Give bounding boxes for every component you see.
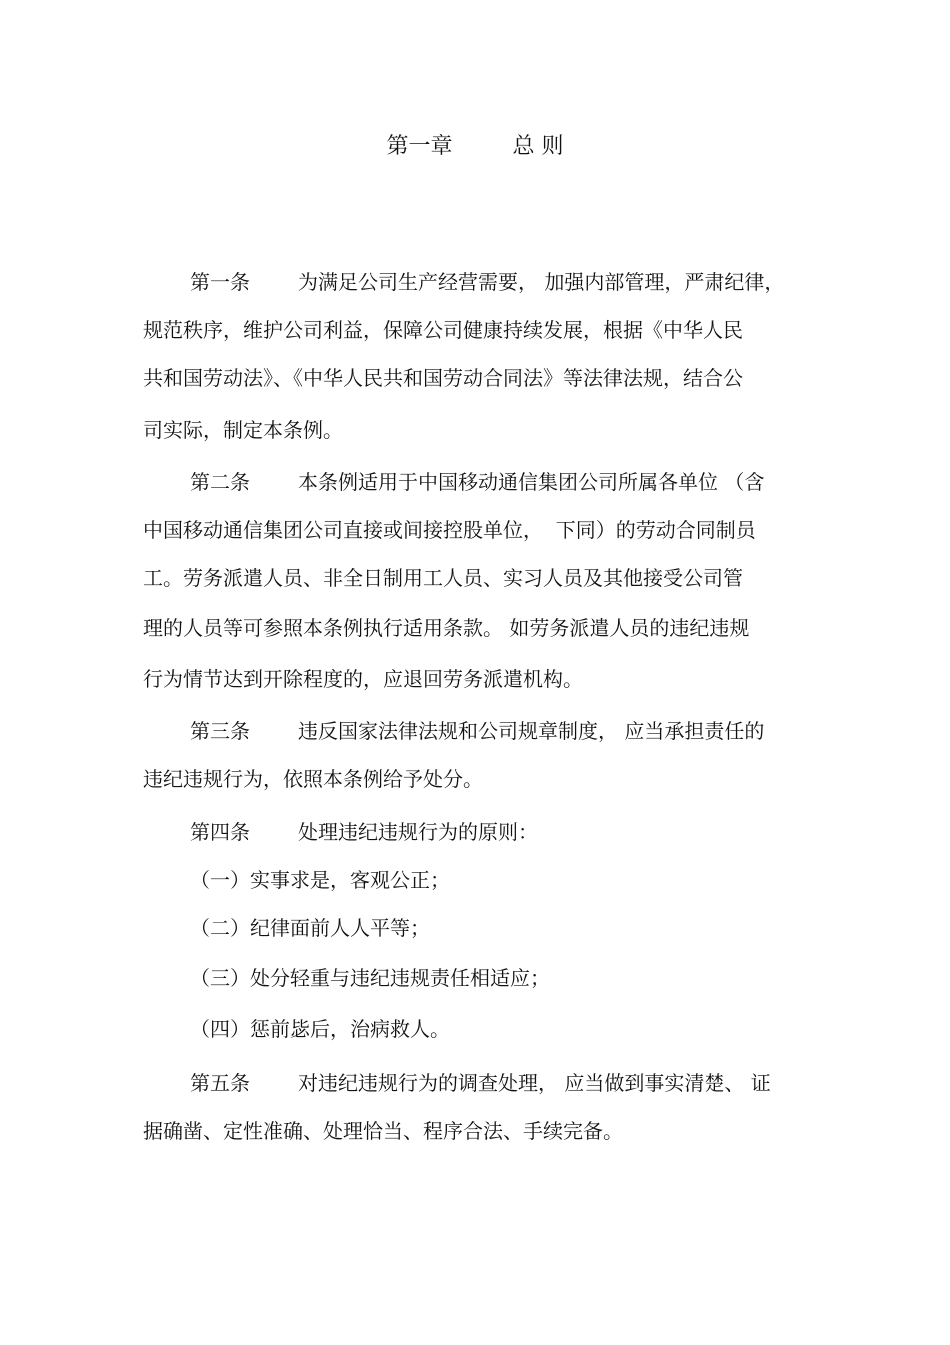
chapter-name: 总 则 xyxy=(512,134,564,159)
article-text-line: 规范秩序，维护公司利益，保障公司健康持续发展，根据《中华人民 xyxy=(143,318,743,342)
article-text-line: 理的人员等可参照本条例执行适用条款。 如劳务派遣人员的违纪违规 xyxy=(143,616,750,640)
article-text-line: 违纪违规行为，依照本条例给予处分。 xyxy=(143,767,483,791)
article-2-first-line xyxy=(190,468,764,496)
article-text: 为满足公司生产经营需要， 加强内部管理，严肃纪律， xyxy=(298,270,785,294)
article-text: 违反国家法律法规和公司规章制度， 应当承担责任的 xyxy=(298,719,765,743)
article-3-first-line xyxy=(190,717,764,745)
principle-item: （四）惩前毖后，治病救人。 xyxy=(190,1017,450,1041)
article-text-line: 据确凿、定性准确、处理恰当、程序合法、手续完备。 xyxy=(143,1119,623,1143)
principle-item: （一）实事求是，客观公正； xyxy=(190,868,450,892)
article-text: 本条例适用于中国移动通信集团公司所属各单位 （含 xyxy=(298,470,765,494)
article-4-first-line xyxy=(190,818,538,846)
article-1-first-line xyxy=(190,268,784,296)
article-text: 处理违纪违规行为的原则： xyxy=(298,820,538,844)
article-label: 第三条 xyxy=(190,719,250,743)
article-label: 第一条 xyxy=(190,270,250,294)
chapter-number: 第一章 xyxy=(386,134,453,159)
article-5-first-line xyxy=(190,1069,771,1097)
article-text-line: 工。劳务派遣人员、非全日制用工人员、实习人员及其他接受公司管 xyxy=(143,566,743,590)
article-text-line: 司实际，制定本条例。 xyxy=(143,418,343,442)
article-text-line: 中国移动通信集团公司直接或间接控股单位， 下同）的劳动合同制员 xyxy=(143,518,756,542)
article-label: 第二条 xyxy=(190,470,250,494)
article-text-line: 共和国劳动法》、《中华人民共和国劳动合同法》等法律法规，结合公 xyxy=(143,366,743,390)
principle-item: （二）纪律面前人人平等； xyxy=(190,916,430,940)
chapter-title xyxy=(0,132,950,162)
article-label: 第四条 xyxy=(190,820,250,844)
article-text: 对违纪违规行为的调查处理， 应当做到事实清楚、 证 xyxy=(298,1071,771,1095)
article-label: 第五条 xyxy=(190,1071,250,1095)
principle-item: （三）处分轻重与违纪违规责任相适应； xyxy=(190,966,550,990)
article-text-line: 行为情节达到开除程度的，应退回劳务派遣机构。 xyxy=(143,667,583,691)
